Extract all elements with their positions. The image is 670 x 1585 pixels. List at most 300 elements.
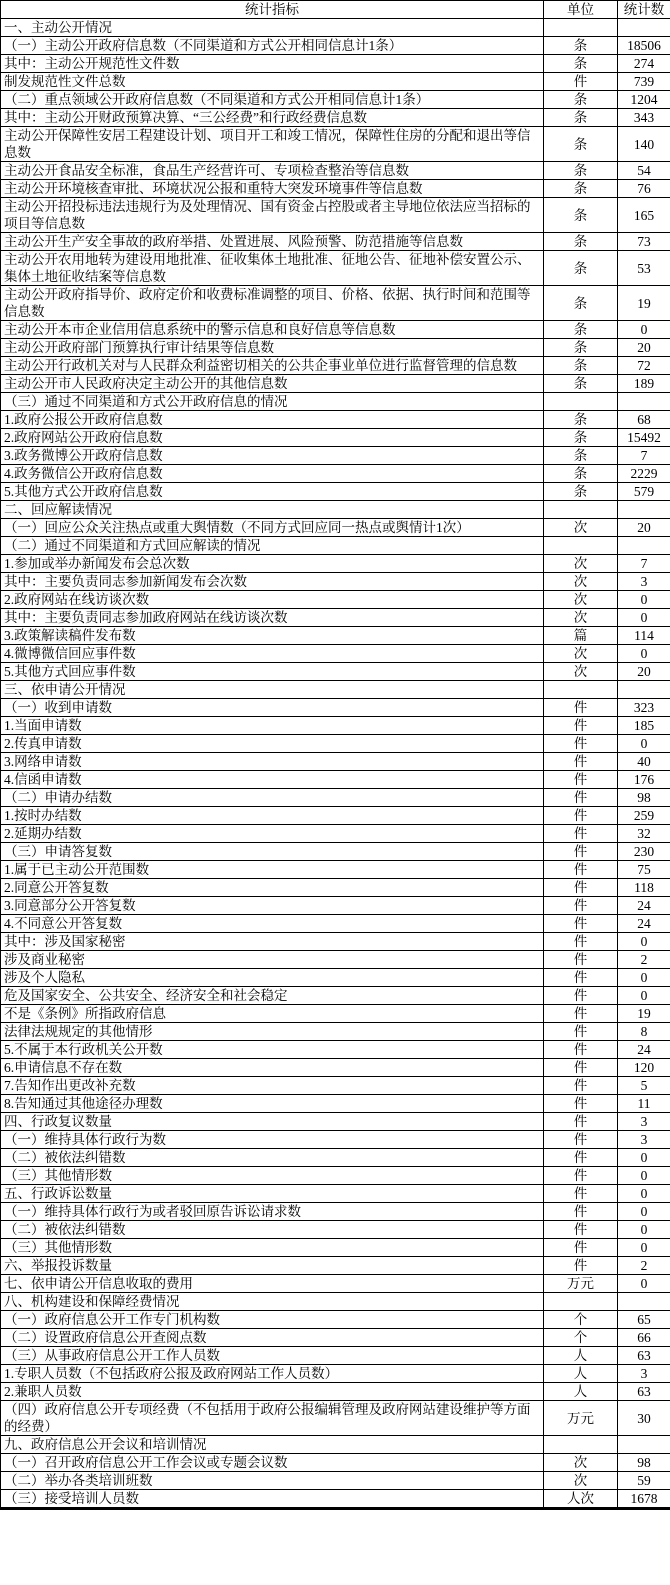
- indicator-cell: 主动公开政府部门预算执行审计结果等信息数: [1, 339, 544, 357]
- value-cell: 63: [618, 1347, 670, 1365]
- value-cell: 0: [618, 591, 670, 609]
- table-row: [1, 1023, 670, 1041]
- indicator-cell: 1.政府公报公开政府信息数: [1, 411, 544, 429]
- indicator-cell: 二、回应解读情况: [1, 501, 544, 519]
- unit-cell: 条: [544, 339, 618, 357]
- unit-cell: 件: [544, 1077, 618, 1095]
- value-cell: 189: [618, 375, 670, 393]
- indicator-cell: 主动公开农用地转为建设用地批准、征收集体土地批准、征地公告、征地补偿安置公示、集体土地征收结案等信息数: [1, 251, 544, 286]
- indicator-cell: 5.其他方式回应事件数: [1, 663, 544, 681]
- unit-cell: 次: [544, 591, 618, 609]
- value-cell: 76: [618, 180, 670, 198]
- value-cell: 2: [618, 1257, 670, 1275]
- indicator-cell: 4.政务微信公开政府信息数: [1, 465, 544, 483]
- value-cell: 0: [618, 645, 670, 663]
- indicator-cell: 主动公开本市企业信用信息系统中的警示信息和良好信息等信息数: [1, 321, 544, 339]
- value-cell: [618, 1293, 670, 1311]
- value-cell: 8: [618, 1023, 670, 1041]
- indicator-cell: 主动公开食品安全标准，食品生产经营许可、专项检查整治等信息数: [1, 162, 544, 180]
- indicator-cell: 法律法规规定的其他情形: [1, 1023, 544, 1041]
- table-row: [1, 1095, 670, 1113]
- table-row: [1, 987, 670, 1005]
- indicator-cell: （三）申请答复数: [1, 843, 544, 861]
- value-cell: 73: [618, 233, 670, 251]
- indicator-cell: （一）维持具体行政行为或者驳回原告诉讼请求数: [1, 1203, 544, 1221]
- unit-cell: [544, 537, 618, 555]
- table-row: [1, 251, 670, 286]
- indicator-cell: 1.参加或举办新闻发布会总次数: [1, 555, 544, 573]
- indicator-cell: 七、依申请公开信息收取的费用: [1, 1275, 544, 1293]
- table-row: [1, 1436, 670, 1454]
- indicator-cell: 危及国家安全、公共安全、经济安全和社会稳定: [1, 987, 544, 1005]
- indicator-cell: （三）通过不同渠道和方式公开政府信息的情况: [1, 393, 544, 411]
- unit-cell: 件: [544, 987, 618, 1005]
- indicator-cell: 3.同意部分公开答复数: [1, 897, 544, 915]
- unit-cell: 条: [544, 198, 618, 233]
- indicator-cell: （一）召开政府信息公开工作会议或专题会议数: [1, 1454, 544, 1472]
- value-cell: 579: [618, 483, 670, 501]
- unit-cell: 件: [544, 969, 618, 987]
- unit-cell: 万元: [544, 1275, 618, 1293]
- table-row: [1, 465, 670, 483]
- table-row: [1, 339, 670, 357]
- table-row: [1, 55, 670, 73]
- indicator-cell: （一）主动公开政府信息数（不同渠道和方式公开相同信息计1条）: [1, 37, 544, 55]
- value-cell: 98: [618, 1454, 670, 1472]
- indicator-cell: （二）申请办结数: [1, 789, 544, 807]
- unit-cell: 件: [544, 1203, 618, 1221]
- indicator-cell: 涉及商业秘密: [1, 951, 544, 969]
- table-row: [1, 591, 670, 609]
- indicator-cell: 5.其他方式公开政府信息数: [1, 483, 544, 501]
- table-row: [1, 127, 670, 162]
- table-row: [1, 162, 670, 180]
- value-cell: 0: [618, 969, 670, 987]
- table-row: [1, 771, 670, 789]
- table-row: [1, 897, 670, 915]
- table-row: [1, 1005, 670, 1023]
- table-row: [1, 1203, 670, 1221]
- value-cell: [618, 1436, 670, 1454]
- value-cell: 1204: [618, 91, 670, 109]
- indicator-cell: 2.政府网站在线访谈次数: [1, 591, 544, 609]
- value-cell: 0: [618, 321, 670, 339]
- unit-cell: 人次: [544, 1490, 618, 1509]
- indicator-cell: （一）政府信息公开工作专门机构数: [1, 1311, 544, 1329]
- table-row: [1, 537, 670, 555]
- unit-cell: 件: [544, 879, 618, 897]
- unit-cell: 个: [544, 1329, 618, 1347]
- value-cell: 15492: [618, 429, 670, 447]
- table-row: [1, 233, 670, 251]
- unit-cell: 个: [544, 1311, 618, 1329]
- indicator-cell: 四、行政复议数量: [1, 1113, 544, 1131]
- value-cell: 40: [618, 753, 670, 771]
- indicator-cell: （一）维持具体行政行为数: [1, 1131, 544, 1149]
- unit-cell: 件: [544, 1095, 618, 1113]
- table-row: [1, 1131, 670, 1149]
- value-cell: 259: [618, 807, 670, 825]
- unit-cell: 件: [544, 861, 618, 879]
- table-row: [1, 1472, 670, 1490]
- table-row: [1, 1329, 670, 1347]
- value-cell: 165: [618, 198, 670, 233]
- unit-cell: 条: [544, 286, 618, 321]
- value-cell: 2: [618, 951, 670, 969]
- table-row: [1, 109, 670, 127]
- value-cell: 118: [618, 879, 670, 897]
- value-cell: 3: [618, 1113, 670, 1131]
- table-row: [1, 1167, 670, 1185]
- unit-cell: [544, 681, 618, 699]
- value-cell: 30: [618, 1401, 670, 1436]
- value-cell: [618, 393, 670, 411]
- indicator-cell: 主动公开保障性安居工程建设计划、项目开工和竣工情况，保障性住房的分配和退出等信息数: [1, 127, 544, 162]
- value-cell: [618, 681, 670, 699]
- unit-cell: 件: [544, 1005, 618, 1023]
- column-header-unit: 单位: [544, 1, 618, 19]
- value-cell: 140: [618, 127, 670, 162]
- value-cell: 72: [618, 357, 670, 375]
- table-row: [1, 969, 670, 987]
- indicator-cell: （二）重点领域公开政府信息数（不同渠道和方式公开相同信息计1条）: [1, 91, 544, 109]
- value-cell: 0: [618, 1167, 670, 1185]
- table-row: [1, 73, 670, 91]
- value-cell: 24: [618, 915, 670, 933]
- table-row: [1, 807, 670, 825]
- table-row: [1, 1365, 670, 1383]
- table-row: [1, 753, 670, 771]
- value-cell: 3: [618, 1365, 670, 1383]
- indicator-cell: （二）被依法纠错数: [1, 1149, 544, 1167]
- unit-cell: 次: [544, 1472, 618, 1490]
- unit-cell: 条: [544, 233, 618, 251]
- unit-cell: 条: [544, 180, 618, 198]
- indicator-cell: 主动公开招投标违法违规行为及处理情况、国有资金占控股或者主导地位依法应当招标的项目等信息数: [1, 198, 544, 233]
- indicator-cell: 2.传真申请数: [1, 735, 544, 753]
- table-row: [1, 483, 670, 501]
- table-row: [1, 375, 670, 393]
- indicator-cell: 不是《条例》所指政府信息: [1, 1005, 544, 1023]
- unit-cell: 万元: [544, 1401, 618, 1436]
- table-row: [1, 1041, 670, 1059]
- value-cell: 7: [618, 447, 670, 465]
- unit-cell: 件: [544, 1041, 618, 1059]
- indicator-cell: 其中：主要负责同志参加新闻发布会次数: [1, 573, 544, 591]
- table-row: [1, 681, 670, 699]
- value-cell: 75: [618, 861, 670, 879]
- indicator-cell: 4.微博微信回应事件数: [1, 645, 544, 663]
- value-cell: [618, 537, 670, 555]
- value-cell: [618, 19, 670, 37]
- indicator-cell: 九、政府信息公开会议和培训情况: [1, 1436, 544, 1454]
- unit-cell: 条: [544, 465, 618, 483]
- indicator-cell: 主动公开生产安全事故的政府举措、处置进展、风险预警、防范措施等信息数: [1, 233, 544, 251]
- table-row: [1, 1401, 670, 1436]
- indicator-cell: 主动公开环境核查审批、环境状况公报和重特大突发环境事件等信息数: [1, 180, 544, 198]
- unit-cell: 件: [544, 897, 618, 915]
- indicator-cell: （三）其他情形数: [1, 1239, 544, 1257]
- unit-cell: 次: [544, 663, 618, 681]
- table-row: [1, 933, 670, 951]
- table-row: [1, 519, 670, 537]
- unit-cell: 次: [544, 645, 618, 663]
- table-row: [1, 357, 670, 375]
- value-cell: 230: [618, 843, 670, 861]
- value-cell: 0: [618, 735, 670, 753]
- table-row: [1, 915, 670, 933]
- table-row: [1, 627, 670, 645]
- table-row: [1, 645, 670, 663]
- unit-cell: 条: [544, 109, 618, 127]
- unit-cell: 条: [544, 357, 618, 375]
- indicator-cell: 4.信函申请数: [1, 771, 544, 789]
- unit-cell: 件: [544, 843, 618, 861]
- indicator-cell: （四）政府信息公开专项经费（不包括用于政府公报编辑管理及政府网站建设维护等方面的经费）: [1, 1401, 544, 1436]
- indicator-cell: 2.延期办结数: [1, 825, 544, 843]
- unit-cell: 件: [544, 915, 618, 933]
- table-row: [1, 1383, 670, 1401]
- unit-cell: 件: [544, 789, 618, 807]
- table-row: [1, 1239, 670, 1257]
- unit-cell: 件: [544, 807, 618, 825]
- unit-cell: 条: [544, 55, 618, 73]
- unit-cell: 件: [544, 1149, 618, 1167]
- value-cell: 18506: [618, 37, 670, 55]
- value-cell: 20: [618, 663, 670, 681]
- unit-cell: 件: [544, 951, 618, 969]
- indicator-cell: 其中：主动公开规范性文件数: [1, 55, 544, 73]
- unit-cell: 件: [544, 1167, 618, 1185]
- value-cell: 0: [618, 1185, 670, 1203]
- table-row: [1, 1454, 670, 1472]
- unit-cell: 件: [544, 1113, 618, 1131]
- table-row: [1, 555, 670, 573]
- indicator-cell: 其中：涉及国家秘密: [1, 933, 544, 951]
- indicator-cell: 八、机构建设和保障经费情况: [1, 1293, 544, 1311]
- table-row: [1, 573, 670, 591]
- table-row: [1, 735, 670, 753]
- value-cell: 20: [618, 339, 670, 357]
- unit-cell: 次: [544, 555, 618, 573]
- table-row: [1, 1113, 670, 1131]
- table-row: [1, 198, 670, 233]
- table-row: [1, 1221, 670, 1239]
- table-header: [1, 1, 670, 19]
- value-cell: 59: [618, 1472, 670, 1490]
- value-cell: 185: [618, 717, 670, 735]
- unit-cell: 条: [544, 127, 618, 162]
- indicator-cell: （三）接受培训人员数: [1, 1490, 544, 1509]
- value-cell: 0: [618, 1221, 670, 1239]
- indicator-cell: （三）其他情形数: [1, 1167, 544, 1185]
- table-row: [1, 1293, 670, 1311]
- value-cell: 24: [618, 1041, 670, 1059]
- unit-cell: 条: [544, 91, 618, 109]
- unit-cell: 件: [544, 1239, 618, 1257]
- header-row: [1, 1, 670, 19]
- unit-cell: [544, 1436, 618, 1454]
- indicator-cell: 5.不属于本行政机关公开数: [1, 1041, 544, 1059]
- unit-cell: 条: [544, 251, 618, 286]
- unit-cell: [544, 393, 618, 411]
- table-row: [1, 951, 670, 969]
- indicator-cell: 主动公开行政机关对与人民群众利益密切相关的公共企事业单位进行监督管理的信息数: [1, 357, 544, 375]
- table-row: [1, 286, 670, 321]
- unit-cell: 条: [544, 321, 618, 339]
- unit-cell: 件: [544, 717, 618, 735]
- value-cell: 0: [618, 1239, 670, 1257]
- value-cell: 739: [618, 73, 670, 91]
- indicator-cell: （二）通过不同渠道和方式回应解读的情况: [1, 537, 544, 555]
- indicator-cell: 1.按时办结数: [1, 807, 544, 825]
- indicator-cell: 1.属于已主动公开范围数: [1, 861, 544, 879]
- unit-cell: 条: [544, 447, 618, 465]
- value-cell: 3: [618, 1131, 670, 1149]
- value-cell: 0: [618, 987, 670, 1005]
- value-cell: 0: [618, 1203, 670, 1221]
- indicator-cell: 2.政府网站公开政府信息数: [1, 429, 544, 447]
- unit-cell: [544, 501, 618, 519]
- indicator-cell: 7.告知作出更改补充数: [1, 1077, 544, 1095]
- value-cell: 3: [618, 573, 670, 591]
- unit-cell: 次: [544, 1454, 618, 1472]
- value-cell: 0: [618, 1275, 670, 1293]
- value-cell: 24: [618, 897, 670, 915]
- indicator-cell: 2.同意公开答复数: [1, 879, 544, 897]
- table-row: [1, 609, 670, 627]
- table-row: [1, 825, 670, 843]
- value-cell: 54: [618, 162, 670, 180]
- table-row: [1, 447, 670, 465]
- indicator-cell: 主动公开市人民政府决定主动公开的其他信息数: [1, 375, 544, 393]
- unit-cell: 条: [544, 411, 618, 429]
- unit-cell: 次: [544, 609, 618, 627]
- column-header-indicator: 统计指标: [1, 1, 544, 19]
- value-cell: 53: [618, 251, 670, 286]
- unit-cell: 件: [544, 1059, 618, 1077]
- value-cell: 343: [618, 109, 670, 127]
- indicator-cell: 六、举报投诉数量: [1, 1257, 544, 1275]
- indicator-cell: 主动公开政府指导价、政府定价和收费标准调整的项目、价格、依据、执行时间和范围等信息数: [1, 286, 544, 321]
- unit-cell: 件: [544, 753, 618, 771]
- table-row: [1, 1257, 670, 1275]
- table-row: [1, 1275, 670, 1293]
- unit-cell: [544, 19, 618, 37]
- table-row: [1, 411, 670, 429]
- value-cell: 65: [618, 1311, 670, 1329]
- indicator-cell: （一）收到申请数: [1, 699, 544, 717]
- indicator-cell: 1.专职人员数（不包括政府公报及政府网站工作人员数）: [1, 1365, 544, 1383]
- unit-cell: 件: [544, 1221, 618, 1239]
- value-cell: 323: [618, 699, 670, 717]
- table-row: [1, 429, 670, 447]
- unit-cell: 件: [544, 699, 618, 717]
- table-row: [1, 663, 670, 681]
- table-body: [1, 19, 670, 1509]
- indicator-cell: 五、行政诉讼数量: [1, 1185, 544, 1203]
- unit-cell: 人: [544, 1365, 618, 1383]
- table-row: [1, 321, 670, 339]
- table-row: [1, 501, 670, 519]
- unit-cell: 条: [544, 375, 618, 393]
- indicator-cell: 涉及个人隐私: [1, 969, 544, 987]
- unit-cell: 件: [544, 771, 618, 789]
- table-row: [1, 37, 670, 55]
- value-cell: 19: [618, 1005, 670, 1023]
- value-cell: 0: [618, 933, 670, 951]
- indicator-cell: 其中：主动公开财政预算决算、“三公经费”和行政经费信息数: [1, 109, 544, 127]
- indicator-cell: （二）被依法纠错数: [1, 1221, 544, 1239]
- indicator-cell: 3.网络申请数: [1, 753, 544, 771]
- unit-cell: 条: [544, 37, 618, 55]
- value-cell: [618, 501, 670, 519]
- indicator-cell: 制发规范性文件总数: [1, 73, 544, 91]
- table-row: [1, 1311, 670, 1329]
- unit-cell: 件: [544, 1257, 618, 1275]
- unit-cell: 条: [544, 429, 618, 447]
- value-cell: 32: [618, 825, 670, 843]
- unit-cell: 件: [544, 825, 618, 843]
- value-cell: 5: [618, 1077, 670, 1095]
- indicator-cell: 1.当面申请数: [1, 717, 544, 735]
- table-row: [1, 879, 670, 897]
- indicator-cell: 4.不同意公开答复数: [1, 915, 544, 933]
- indicator-cell: （二）设置政府信息公开查阅点数: [1, 1329, 544, 1347]
- table-row: [1, 1149, 670, 1167]
- value-cell: 114: [618, 627, 670, 645]
- unit-cell: [544, 1293, 618, 1311]
- indicator-cell: 其中：主要负责同志参加政府网站在线访谈次数: [1, 609, 544, 627]
- value-cell: 19: [618, 286, 670, 321]
- value-cell: 98: [618, 789, 670, 807]
- value-cell: 1678: [618, 1490, 670, 1509]
- unit-cell: 件: [544, 933, 618, 951]
- unit-cell: 篇: [544, 627, 618, 645]
- value-cell: 11: [618, 1095, 670, 1113]
- value-cell: 176: [618, 771, 670, 789]
- unit-cell: 件: [544, 735, 618, 753]
- value-cell: 20: [618, 519, 670, 537]
- table-row: [1, 843, 670, 861]
- value-cell: 274: [618, 55, 670, 73]
- unit-cell: 件: [544, 1185, 618, 1203]
- table-row: [1, 1059, 670, 1077]
- indicator-cell: 8.告知通过其他途径办理数: [1, 1095, 544, 1113]
- value-cell: 63: [618, 1383, 670, 1401]
- table-row: [1, 717, 670, 735]
- indicator-cell: 3.政策解读稿件发布数: [1, 627, 544, 645]
- value-cell: 68: [618, 411, 670, 429]
- table-row: [1, 393, 670, 411]
- value-cell: 2229: [618, 465, 670, 483]
- indicator-cell: 6.申请信息不存在数: [1, 1059, 544, 1077]
- unit-cell: 人: [544, 1383, 618, 1401]
- table-row: [1, 789, 670, 807]
- unit-cell: 条: [544, 162, 618, 180]
- value-cell: 7: [618, 555, 670, 573]
- unit-cell: 次: [544, 519, 618, 537]
- unit-cell: 件: [544, 1131, 618, 1149]
- unit-cell: 条: [544, 483, 618, 501]
- indicator-cell: 一、主动公开情况: [1, 19, 544, 37]
- indicator-cell: （一）回应公众关注热点或重大舆情数（不同方式回应同一热点或舆情计1次）: [1, 519, 544, 537]
- indicator-cell: （三）从事政府信息公开工作人员数: [1, 1347, 544, 1365]
- value-cell: 0: [618, 1149, 670, 1167]
- unit-cell: 件: [544, 73, 618, 91]
- table-row: [1, 19, 670, 37]
- table-row: [1, 861, 670, 879]
